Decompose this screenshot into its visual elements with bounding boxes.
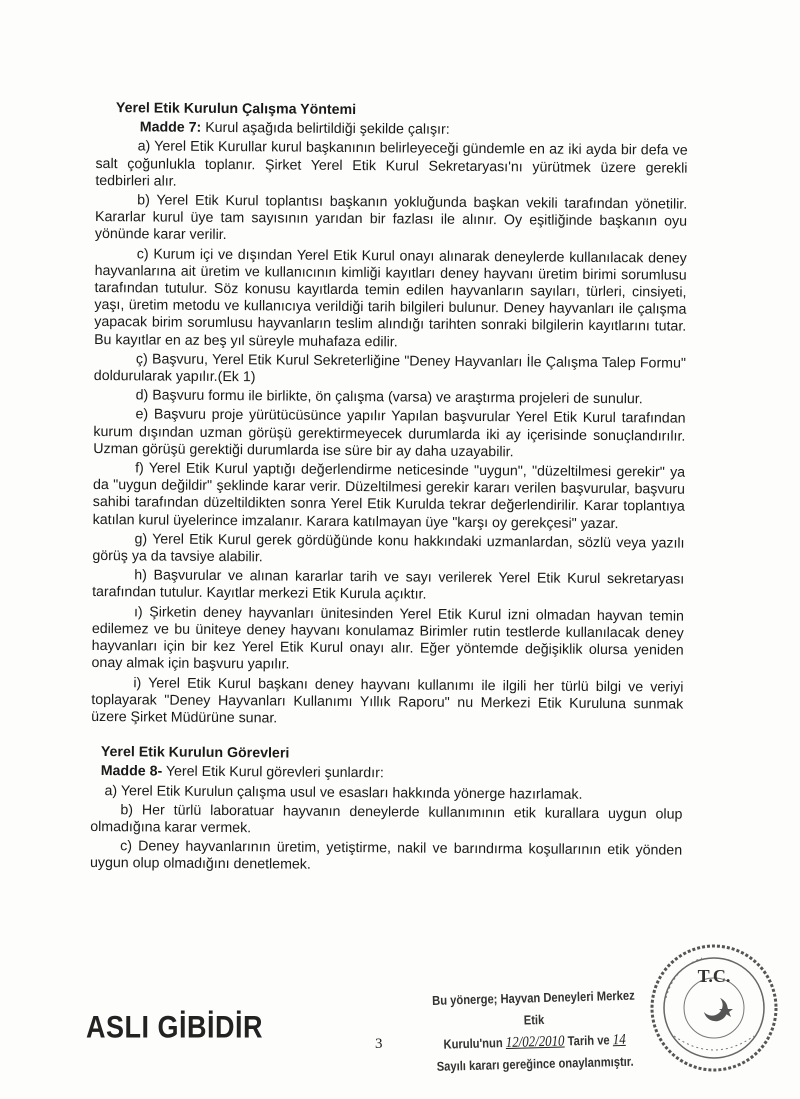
item-f: f) Yerel Etik Kurul yaptığı değerlendirme neticesinde "uygun", "düzeltilmesi gerekir" ya da "uygun değildir" şeklinde karar verir. Düzeltilmesi gerekir kararı verilen başvurular, başvuru sahibi tarafından düzeltildikten sonra Yerel Etik Kurulda tekrar değerlendirilir. Karar toplantıya katılan kurul üyelerince imzalanır. Karara katılmayan üye "karşı oy gerekçesi" yazar.: [92, 460, 686, 532]
stamp-line-2-suffix: Tarih ve: [564, 1032, 613, 1049]
stamp-handwritten-number: 14: [612, 1031, 626, 1049]
seal-text: T.C.: [697, 966, 731, 986]
item-a: a) Yerel Etik Kurullar kurul başkanının belirleyeceği gündemle en az iki ayda bir defa ve salt çoğunlukla toplanır. Şirket Yerel Etik Kurul Sekretaryası'nı yürütmek üzere gerekli tedbirleri alır.: [95, 138, 688, 190]
official-seal-icon: [644, 938, 784, 1078]
item-i: i) Yerel Etik Kurul başkanı deney hayvanı kullanımı ile ilgili her türlü bilgi ve veriyi toplayarak "Deney Hayvanları Kullanımı Yıllık Raporu" nu Merkezi Etik Kuruluna sunmak üzere Şirket Müdürüne sunar.: [91, 674, 684, 727]
approval-stamp-text: [430, 985, 639, 1078]
gorev-a: a) Yerel Etik Kurulun çalışma usul ve esasları hakkında yönerge hazırlamak.: [104, 782, 583, 803]
gorev-b: b) Her türlü laboratuar hayvanın deneylerde kullanımının etik kurallara uygun olup olmadığına karar vermek.: [90, 801, 683, 837]
section-heading-calisma-yontemi: Yerel Etik Kurulun Çalışma Yöntemi: [115, 100, 357, 119]
page-number: 3: [375, 1036, 383, 1052]
item-h: h) Başvurular ve alınan kararlar tarih ve sayı verilerek Yerel Etik Kurul sekretaryası tarafından tutulur. Kayıtlar merkezi Etik Kurula açıktır.: [92, 567, 685, 604]
item-b: b) Yerel Etik Kurul toplantısı başkanın yokluğunda başkan vekili tarafından yönetilir. Kararlar kurul üye tam sayısının yarıdan bir fazlası ile alınır. Oy eşitliğinde başkanın oyu yönünde karar verilir.: [94, 192, 688, 244]
item-e: e) Başvuru proje yürütücüsünce yapılır Yapılan başvurular Yerel Etik Kurul tarafından kurum dışından uzman görüşü gerektirmeyecek durumlarda iki ay içerisinde sonuçlandırılır. Uzman görüşü gerektiği durumlarda ise süre bir ay daha uzayabilir.: [93, 406, 686, 461]
document-body: [90, 100, 688, 877]
section-heading-gorevleri: Yerel Etik Kurulun Görevleri: [100, 744, 290, 762]
asli-gibidir-stamp: ASLI GİBİDİR: [86, 1010, 264, 1045]
gorev-c: c) Deney hayvanlarının üretim, yetiştirme, nakil ve barındırma koşullarının etik yönden uygun olup olmadığını denetlemek.: [89, 838, 683, 874]
item-d: d) Başvuru formu ile birlikte, ön çalışma (varsa) ve araştırma projeleri de sunulur.: [135, 387, 643, 408]
stamp-line-1: Bu yönerge; Hayvan Deneyleri Merkez Etik: [431, 987, 635, 1028]
madde-7-intro: [140, 120, 688, 142]
item-i-dotless: ı) Şirketin deney hayvanları ünitesinden Yerel Etik Kurul izni olmadan hayvan temin edilemez ve bu üniteye deney hayvanı konulamaz Birimler rutin testlerde kullanılacak deney hayvanları için bir kez Yerel Etik Kurul onayı alır. Eğer yöntemde değişiklik olursa yeniden onay almak için başvuru yapılır.: [91, 604, 685, 673]
madde-7-label: Madde 7:: [139, 119, 202, 137]
item-c: c) Kurum içi ve dışından Yerel Etik Kurul onayı alınarak deneylerde kullanılacak deney hayvanlarına ait üretim ve kullanıcının kimliği kayıtları deney hayvanı üretim birimi sorumlusu tarafından tutulur. Söz konusu kayıtlarda temin edilen hayvanların sayıları, türleri, cinsiyeti, yaşı, üretim metodu ve kullanıcıya verildiği tarih bilgileri bulunur. Deney hayvanları ile çalışma yapacak birim sorumlusu hayvanların teslim alındığı tarihten sonraki bilgilerin kayıtlarını tutar. Bu kayıtlar en az beş yıl süreyle muhafaza edilir.: [94, 245, 687, 351]
item-g: g) Yerel Etik Kurul gerek gördüğünde konu hakkındaki uzmanlardan, sözlü veya yazılı görüş ya da tavsiye alabilir.: [92, 531, 685, 566]
madde-8-text: Yerel Etik Kurul görevleri şunlardır:: [162, 763, 384, 782]
stamp-line-2-prefix: Kurulu'nun: [443, 1035, 506, 1052]
stamp-line-3: Sayılı kararı gereğince onaylanmıştır.: [436, 1053, 634, 1074]
item-cc: ç) Başvuru, Yerel Etik Kurul Sekreterliğine "Deney Hayvanları İle Çalışma Talep Formu" doldurularak yapılır.(Ek 1): [93, 351, 687, 386]
stamp-handwritten-date: 12/02/2010: [505, 1033, 565, 1052]
madde-7-text: Kurul aşağıda belirtildiği şekilde çalışır:: [201, 120, 450, 138]
madde-8-label: Madde 8-: [100, 763, 163, 780]
madde-8-intro: [101, 763, 683, 785]
